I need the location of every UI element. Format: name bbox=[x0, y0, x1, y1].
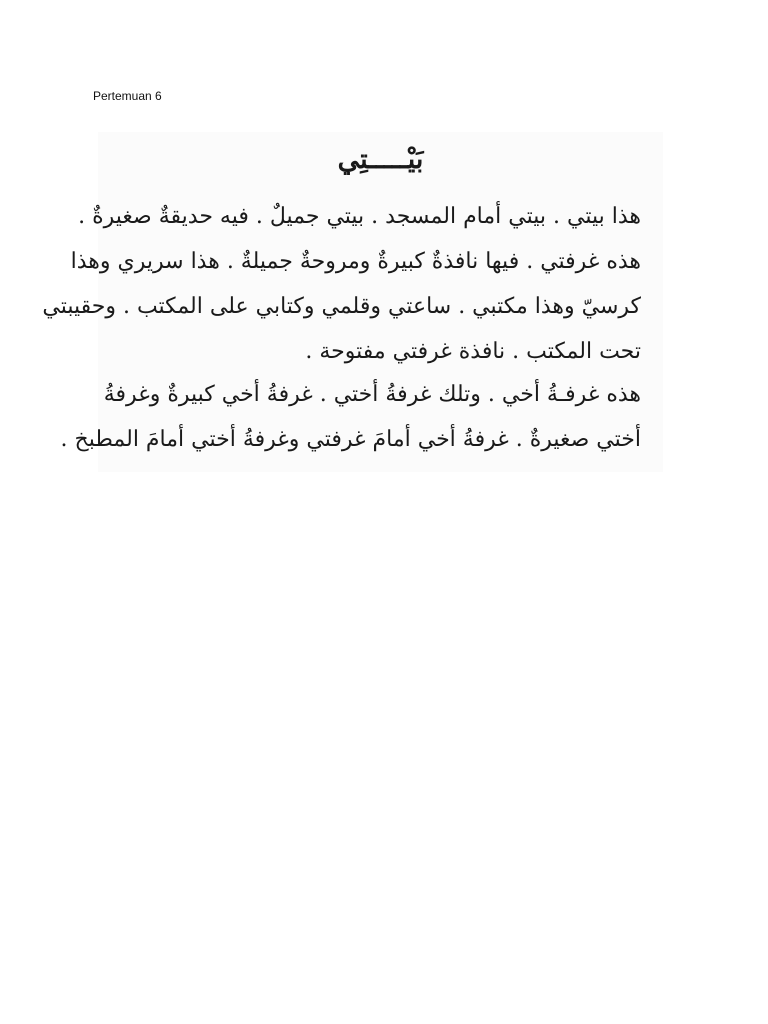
paragraph-line: كرسيّ وهذا مكتبي . ساعتي وقلمي وكتابي على المكتب . وحقيبتي bbox=[42, 294, 641, 319]
paragraph-line: تحت المكتب . نافذة غرفتي مفتوحة . bbox=[305, 339, 641, 364]
paragraph-2 bbox=[60, 372, 641, 462]
document-title: بَيْـــــتِي bbox=[337, 144, 424, 175]
page-header-label: Pertemuan 6 bbox=[93, 89, 162, 103]
paragraph-line: هذه غرفتي . فيها نافذةٌ كبيرةٌ ومروحةٌ جميلةٌ . هذا سريري وهذا bbox=[70, 249, 641, 274]
paragraph-line: أختي صغيرةٌ . غرفةُ أخي أمامَ غرفتي وغرفةُ أختي أمامَ المطبخ . bbox=[60, 427, 641, 452]
scanned-text-image bbox=[42, 132, 663, 472]
paragraph-line: هذا بيتي . بيتي أمام المسجد . بيتي جميلٌ . فيه حديقةٌ صغيرةٌ . bbox=[78, 204, 641, 229]
paragraph-line: هذه غرفـةُ أخي . وتلك غرفةُ أختي . غرفةُ أخي كبيرةٌ وغرفةُ bbox=[103, 382, 641, 407]
paragraph-1 bbox=[42, 194, 641, 374]
